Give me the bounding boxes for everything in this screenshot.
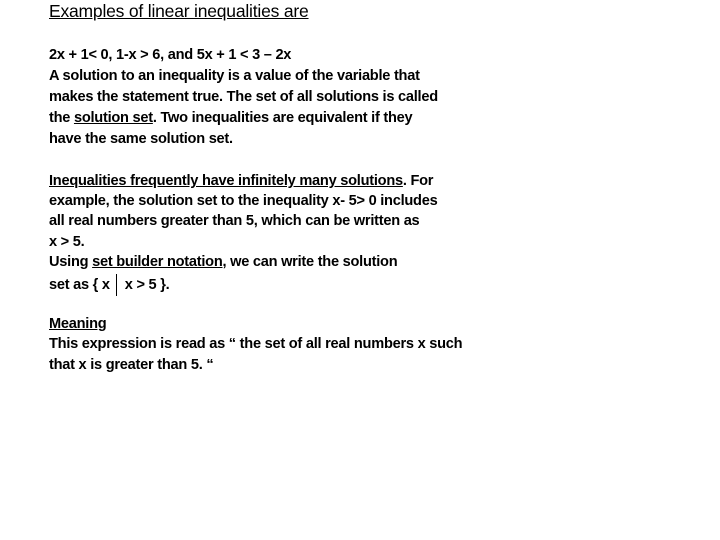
text-line: that x is greater than 5. “: [49, 357, 214, 373]
text-line: makes the statement true. The set of all solutions is called: [49, 89, 438, 105]
text-line: x > 5.: [49, 234, 85, 250]
meaning-heading: Meaning: [49, 316, 107, 332]
text-segment: . Two inequalities are equivalent if they: [152, 110, 413, 126]
text-line: [49, 253, 397, 271]
text-segment: the: [49, 110, 74, 126]
text-segment: . For: [402, 173, 434, 189]
text-line: all real numbers greater than 5, which can be written as: [49, 213, 420, 229]
text-line: example, the solution set to the inequality x- 5> 0 includes: [49, 193, 438, 209]
infinite-solutions-term: Inequalities frequently have infinitely many solutions: [49, 173, 403, 189]
inequality-examples: 2x + 1< 0, 1-x > 6, and 5x + 1 < 3 – 2x: [49, 47, 292, 63]
slide-title: Examples of linear inequalities are: [49, 1, 309, 21]
set-builder-expression: [49, 274, 169, 296]
such-that-bar: [116, 274, 117, 296]
text-segment: set as { x: [49, 277, 110, 293]
text-line: A solution to an inequality is a value of the variable that: [49, 68, 420, 84]
text-line: [49, 172, 433, 190]
text-segment: x > 5 }.: [124, 277, 170, 293]
solution-set-term: solution set: [73, 110, 153, 126]
text-segment: Using: [49, 254, 93, 270]
text-line: This expression is read as “ the set of all real numbers x such: [49, 336, 463, 352]
text-line: have the same solution set.: [49, 131, 233, 147]
text-line: [49, 109, 412, 127]
text-segment: , we can write the solution: [222, 254, 398, 270]
set-builder-notation-term: set builder notation: [92, 254, 223, 270]
